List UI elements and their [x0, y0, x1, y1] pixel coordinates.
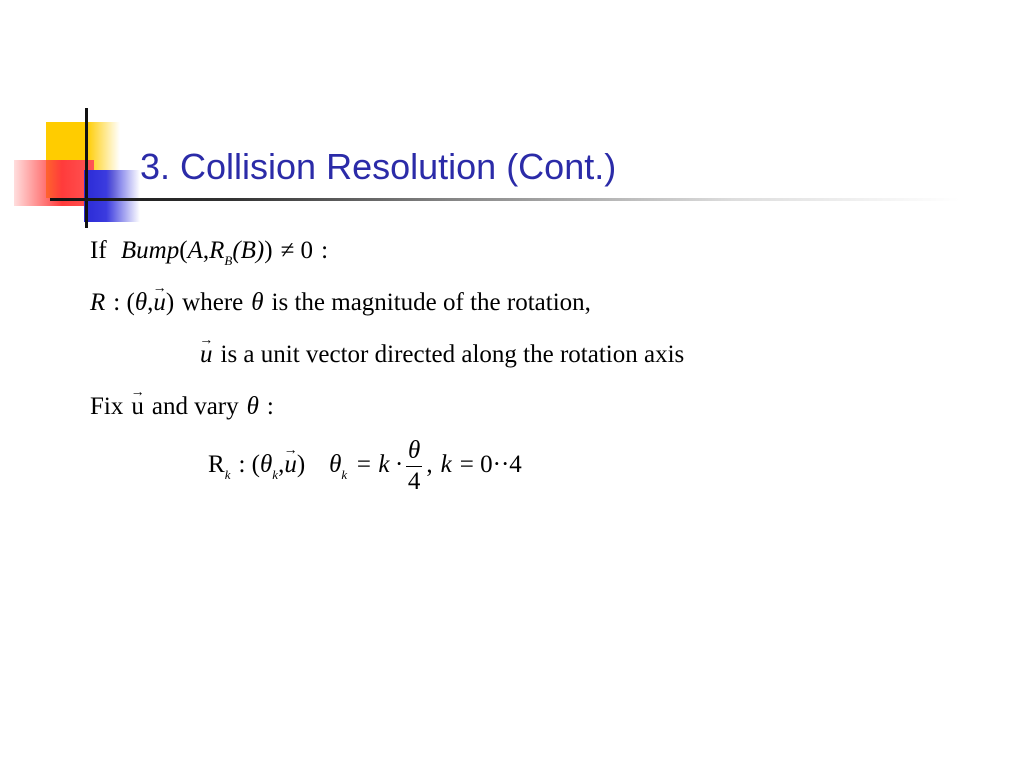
fix-u-line [90, 392, 274, 422]
title-underline [50, 198, 960, 201]
paren-close: ) [264, 237, 273, 264]
and-vary-words: and vary [151, 393, 239, 420]
k-range: = 0··4 [459, 451, 522, 479]
theta-description: is the magnitude of the rotation, [271, 289, 591, 316]
var-a: A [187, 237, 203, 264]
var-theta: θ [134, 289, 148, 316]
colon: : [266, 393, 274, 420]
decor-vertical-line [85, 108, 88, 228]
var-theta: θ [251, 289, 264, 316]
vector-u: → u [131, 392, 144, 422]
slide-title: 3. Collision Resolution (Cont.) [140, 146, 617, 187]
var-k: k [440, 451, 452, 479]
not-equal-zero: ≠ 0 [280, 237, 314, 264]
var-b-group: (B) [232, 237, 265, 264]
rotation-definition-line [90, 288, 591, 318]
colon: : [321, 237, 329, 264]
colon-paren: : ( [238, 451, 260, 479]
var-theta: θ [260, 451, 273, 479]
paren-close: ) [165, 289, 175, 316]
var-theta: θ [246, 393, 259, 420]
comma: , [147, 289, 154, 316]
paren-close: ) [296, 451, 306, 479]
equals-k-dot: = k · [355, 451, 402, 479]
comma: , [278, 451, 285, 479]
decor-blue-square [84, 170, 140, 222]
if-keyword: If [90, 237, 107, 264]
colon-paren: : ( [113, 289, 135, 316]
theta-subscript: k [272, 467, 279, 483]
condition-line [90, 236, 328, 276]
var-r: R [90, 289, 106, 316]
vector-u: → u [153, 288, 166, 318]
fraction-numerator: θ [406, 436, 423, 467]
paren-open: ( [179, 237, 188, 264]
theta-subscript: k [341, 467, 348, 483]
theta-over-four-fraction [406, 436, 423, 497]
fix-word: Fix [90, 393, 124, 420]
vector-u: → u [284, 450, 297, 480]
u-description: is a unit vector directed along the rotation axis [220, 341, 685, 368]
var-r: R [209, 237, 225, 264]
rotation-sequence-formula [208, 436, 522, 497]
var-r-subscript: B [224, 253, 233, 268]
var-r-subscript: k [224, 467, 231, 483]
bump-function: Bump [120, 237, 180, 264]
fraction-denominator: 4 [407, 468, 421, 495]
var-theta: θ [329, 451, 342, 479]
comma: , [202, 237, 210, 264]
var-r: R [208, 451, 225, 479]
where-word: where [182, 289, 244, 316]
unit-vector-line [200, 340, 684, 370]
vector-u: → u [200, 340, 213, 370]
comma: , [426, 451, 433, 479]
